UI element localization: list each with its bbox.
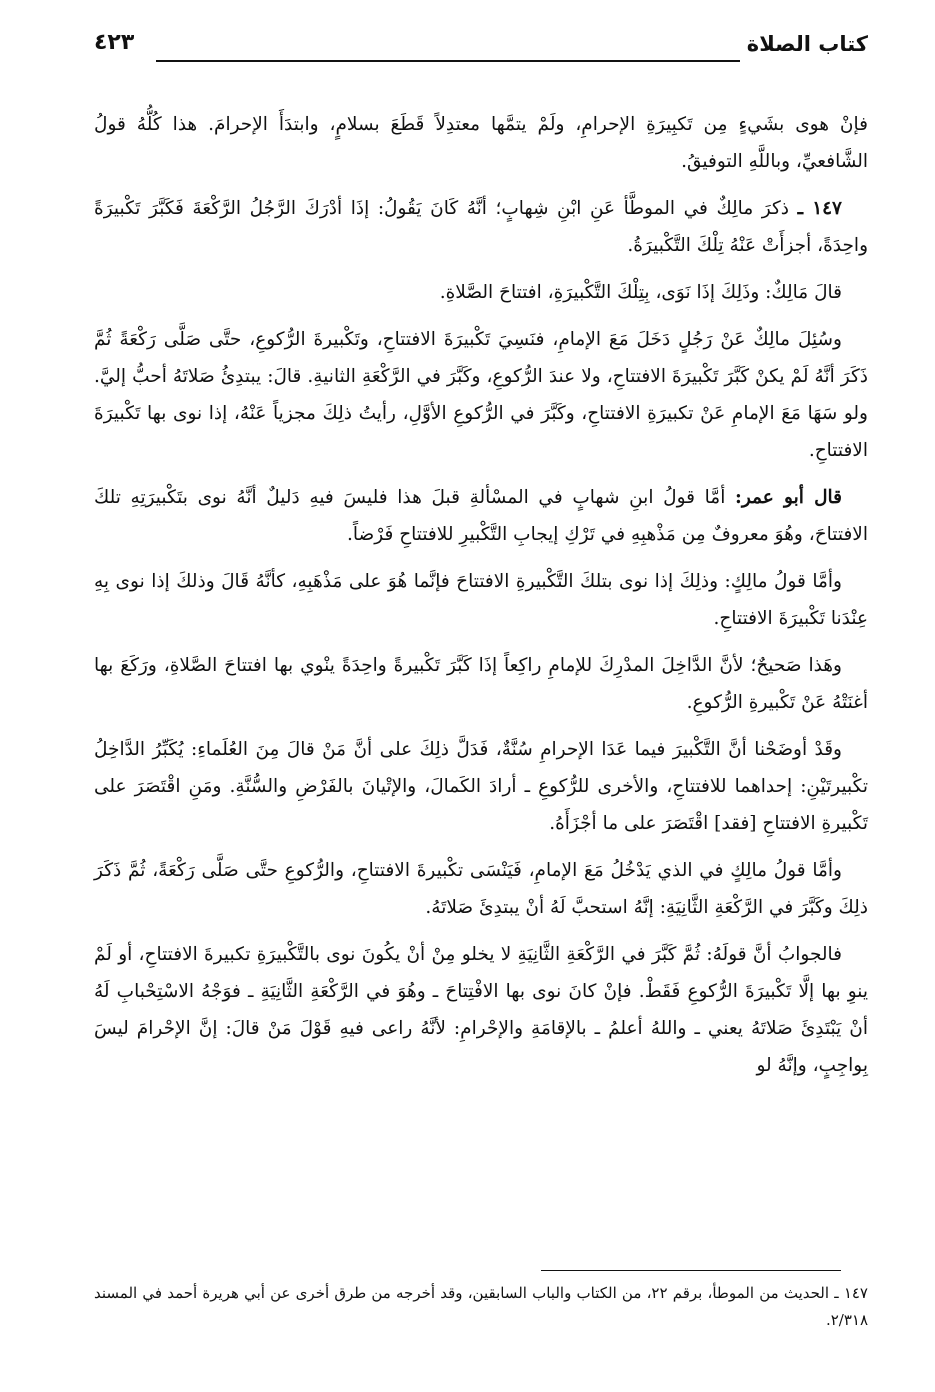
paragraph: وقَدْ أوضَحْنا أنَّ التَّكْبيرَ فيما عَدَا الإحرامِ سُنَّةٌ، فَدَلَّ ذلِكَ على أنَّ مَنْ قالَ مِنَ العُلَماءِ: يُكَبِّرُ الدَّاخِلُ تكْبيرتَيْنِ: إحداهما للافتتاحِ، والأخرى للرُّكوعِ ـ أرادَ الكَمالَ، والإتْيانَ بالفَرْضِ والسُّنَّةِ. ومَنِ اقْتَصَرَ على تَكْبيرةِ الافتتاحِ [فقد] اقْتَصَرَ على ما أجْزَأَهُ.	[94, 739, 868, 834]
paragraph: وأمَّا قولُ مالِكٍ في الذي يَدْخُلُ مَعَ الإمامِ، فَيَنْسَى تكْبيرةَ الافتتاحِ، والرُّكوعِ حتَّى صَلَّى رَكْعَةً، ثُمَّ ذَكَرَ ذلِكَ وكَبَّرَ في الرَّكْعَةِ الثَّانِيَةِ: إنَّهُ استحبَّ لَهُ أنْ يبتدِئَ صَلاتَهُ.	[94, 860, 868, 918]
main-text	[94, 106, 868, 1094]
page-header	[94, 30, 868, 66]
hadith-number: ١٤٧ ـ	[797, 198, 842, 219]
paragraph: فإنْ هوى بشَيءٍ مِن تَكبِيرَةِ الإحرامِ، ولَمْ يتمَّها معتدِلاً قَطَعَ بسلامٍ، وابتدَأَ الإحرامَ. هذا كُلُّهُ قولُ الشَّافعيِّ، وباللَّهِ التوفيقُ.	[94, 114, 868, 172]
paragraph: وهَذا صَحيحٌ؛ لأنَّ الدَّاخِلَ المدْرِكَ للإمامِ راكِعاً إذَا كَبَّرَ تَكْبيرةً واحِدَةً ينْوي بها افتتاحَ الصَّلاةِ، ورَكَعَ بها أغنَتْهُ عَنْ تَكْبيرةِ الرُّكوعِ.	[94, 655, 868, 713]
paragraph: وأمَّا قولُ مالِكٍ: وذلِكَ إذا نوى بتلكَ التَّكْبيرةِ الافتتاحَ فإنَّما هُوَ على مَذْهَبِهِ، كأنَّهُ قَالَ وذلكَ إذا نوى بِهِ عِنْدَنا تَكْبيرَةَ الافتتاحِ.	[94, 571, 868, 629]
book-title: كتاب الصلاة	[746, 32, 868, 56]
paragraph-commentary: قال أبو عمر: أمَّا قولُ ابنِ شهابٍ في المسْألةِ قبلَ هذا فليسَ فيهِ دَليلٌ أنَّهُ نوى بتَكْبيرَتِهِ تلكَ الافتتاحَ، وهُوَ معروفٌ مِن مَذْهبِهِ في تَرْكِ إيجابِ التَّكْبيرِ للافتتاحِ فَرْضاً.	[94, 487, 868, 545]
footnote-rule	[541, 1270, 841, 1271]
paragraph: فالجوابُ أنَّ قولَهُ: ثُمَّ كَبَّرَ في الرَّكْعَةِ الثَّانِيَةِ لا يخلو مِنْ أنْ يكُونَ نوى بالتَّكْبيرَةِ تكبيرةَ الافتتاحِ، أو لَمْ ينوِ بها إلَّا تَكْبيرَةَ الرُّكوعِ فَقَطْ. فإنْ كانَ نوى بها الافْتِتاحَ ـ وهُوَ في الرَّكْعَةِ الثَّانِيَةِ ـ فوَجْهُ الاسْتِحْبابِ لَهُ أنْ يَبْتَدِئَ صَلاتَهُ يعني ـ واللهُ أعلمُ ـ بالإقامَةِ والإحْرامِ: لأنَّهُ راعى فيهِ قَوْلَ مَنْ قالَ: إنَّ الإحْرامَ ليسَ بِواجِبٍ، وإنَّهُ لو	[94, 944, 868, 1076]
speaker-label: قال أبو عمر:	[735, 487, 842, 508]
footnote: ١٤٧ ـ الحديث من الموطأ، برقم ٢٢، من الكتاب والباب السابقين، وقد أخرجه من طرق أخرى عن أبي هريرة أحمد في المسند ٢/٣١٨.	[94, 1284, 868, 1329]
header-rule	[156, 60, 740, 62]
paragraph: قالَ مَالِكٌ: وذَلِكَ إذَا نَوَى، بِتِلْكَ التَّكْبيرَةِ، افتتاحَ الصَّلاةِ.	[439, 282, 842, 303]
paragraph-hadith-147: ١٤٧ ـ ذكرَ مالِكٌ في الموطَّأ عَنِ ابْنِ شِهابٍ؛ أنَّهُ كَانَ يَقُولُ: إذَا أدْرَكَ الرَّجُلُ الرَّكْعَةَ فَكَبَّرَ تَكْبيرَةً واحِدَةً، أجزأَتْ عَنْهُ تِلْكَ التَّكْبيرَةُ.	[94, 198, 868, 256]
paragraph: وسُئِلَ مالِكٌ عَنْ رَجُلٍ دَخَلَ مَعَ الإمامِ، فنَسِيَ تَكْبيرَةَ الافتتاحِ، وتَكْبيرةَ الرُّكوعِ، حتَّى صَلَّى رَكْعَةً ثُمَّ ذَكَرَ أنَّهُ لَمْ يكنْ كَبَّرَ تَكْبيرَةَ الافتتاحِ، ولا عندَ الرُّكوعِ، وكَبَّرَ في الرَّكْعَةِ الثانيةِ. قالَ: يبتدِئُ صَلاتَهُ أحبُّ إليَّ. ولو سَهَا مَعَ الإمامِ عَنْ تكبيرَةِ الافتتاحِ، وكَبَّرَ في الرُّكوعِ الأوَّلِ، رأيتُ ذلِكَ مجزياً عَنْهُ، إذا نوى بها تَكْبيرَةَ الافتتاحِ.	[94, 329, 868, 461]
page-number: ٤٢٣	[94, 30, 135, 55]
